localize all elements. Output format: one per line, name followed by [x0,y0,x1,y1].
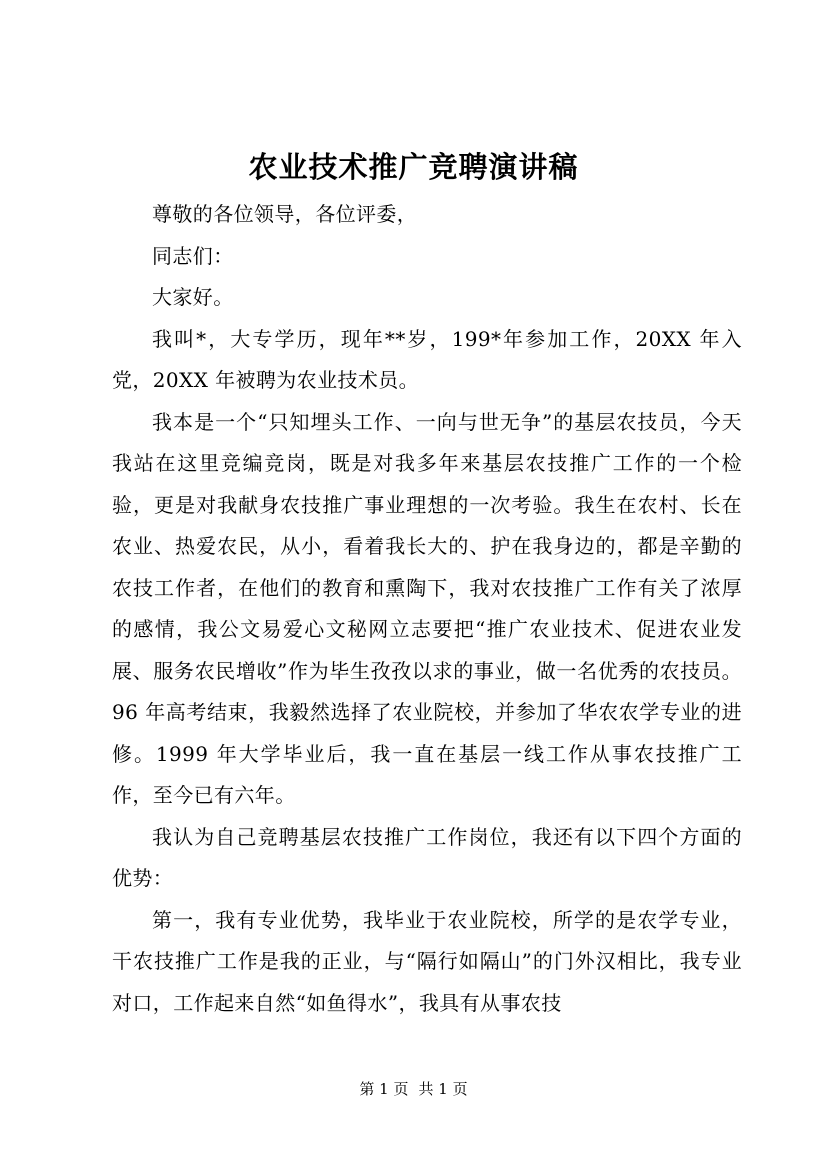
page-footer [0,1078,827,1100]
paragraph-greeting: 尊敬的各位领导，各位评委， [152,202,418,226]
document-body [112,194,742,1024]
paragraph-advantage-first: 第一，我有专业优势，我毕业于农业院校，所学的是农学专业，干农技推广工作是我的正业，与“隔行如隔山”的门外汉相比，我专业对口，工作起来自然“如鱼得水”，我具有从事农技 [112,907,742,1015]
page-number-total: 共 1 页 [418,1080,468,1098]
paragraph-hello: 大家好。 [152,285,234,309]
page-number-current: 第 1 页 [359,1080,409,1098]
paragraph-background: 我本是一个“只知埋头工作、一向与世无争”的基层农技员，今天我站在这里竞编竞岗，既是对我多年来基层农技推广工作的一个检验，更是对我献身农技推广事业理想的一次考验。我生在农村、长在农业、热爱农民，从小，看着我长大的、护在我身边的，都是辛勤的农技工作者，在他们的教育和熏陶下，我对农技推广工作有关了浓厚的感情，我公文易爱心文秘网立志要把“推广农业技术、促进农业发展、服务农民增收”作为毕生孜孜以求的事业，做一名优秀的农技员。96 年高考结束，我毅然选择了农业院校，并参加了华农农学专业的进修。1999 年大学毕业后，我一直在基层一线工作从事农技推广工作，至今已有六年。 [112,409,742,807]
document-title: 农业技术推广竞聘演讲稿 [248,150,579,184]
paragraph-advantages-intro: 我认为自己竞聘基层农技推广工作岗位，我还有以下四个方面的优势： [112,824,742,890]
paragraph-introduction: 我叫*，大专学历，现年**岁，199*年参加工作，20XX 年入党，20XX 年被聘为农业技术员。 [112,326,742,392]
paragraph-comrades: 同志们： [152,243,234,268]
